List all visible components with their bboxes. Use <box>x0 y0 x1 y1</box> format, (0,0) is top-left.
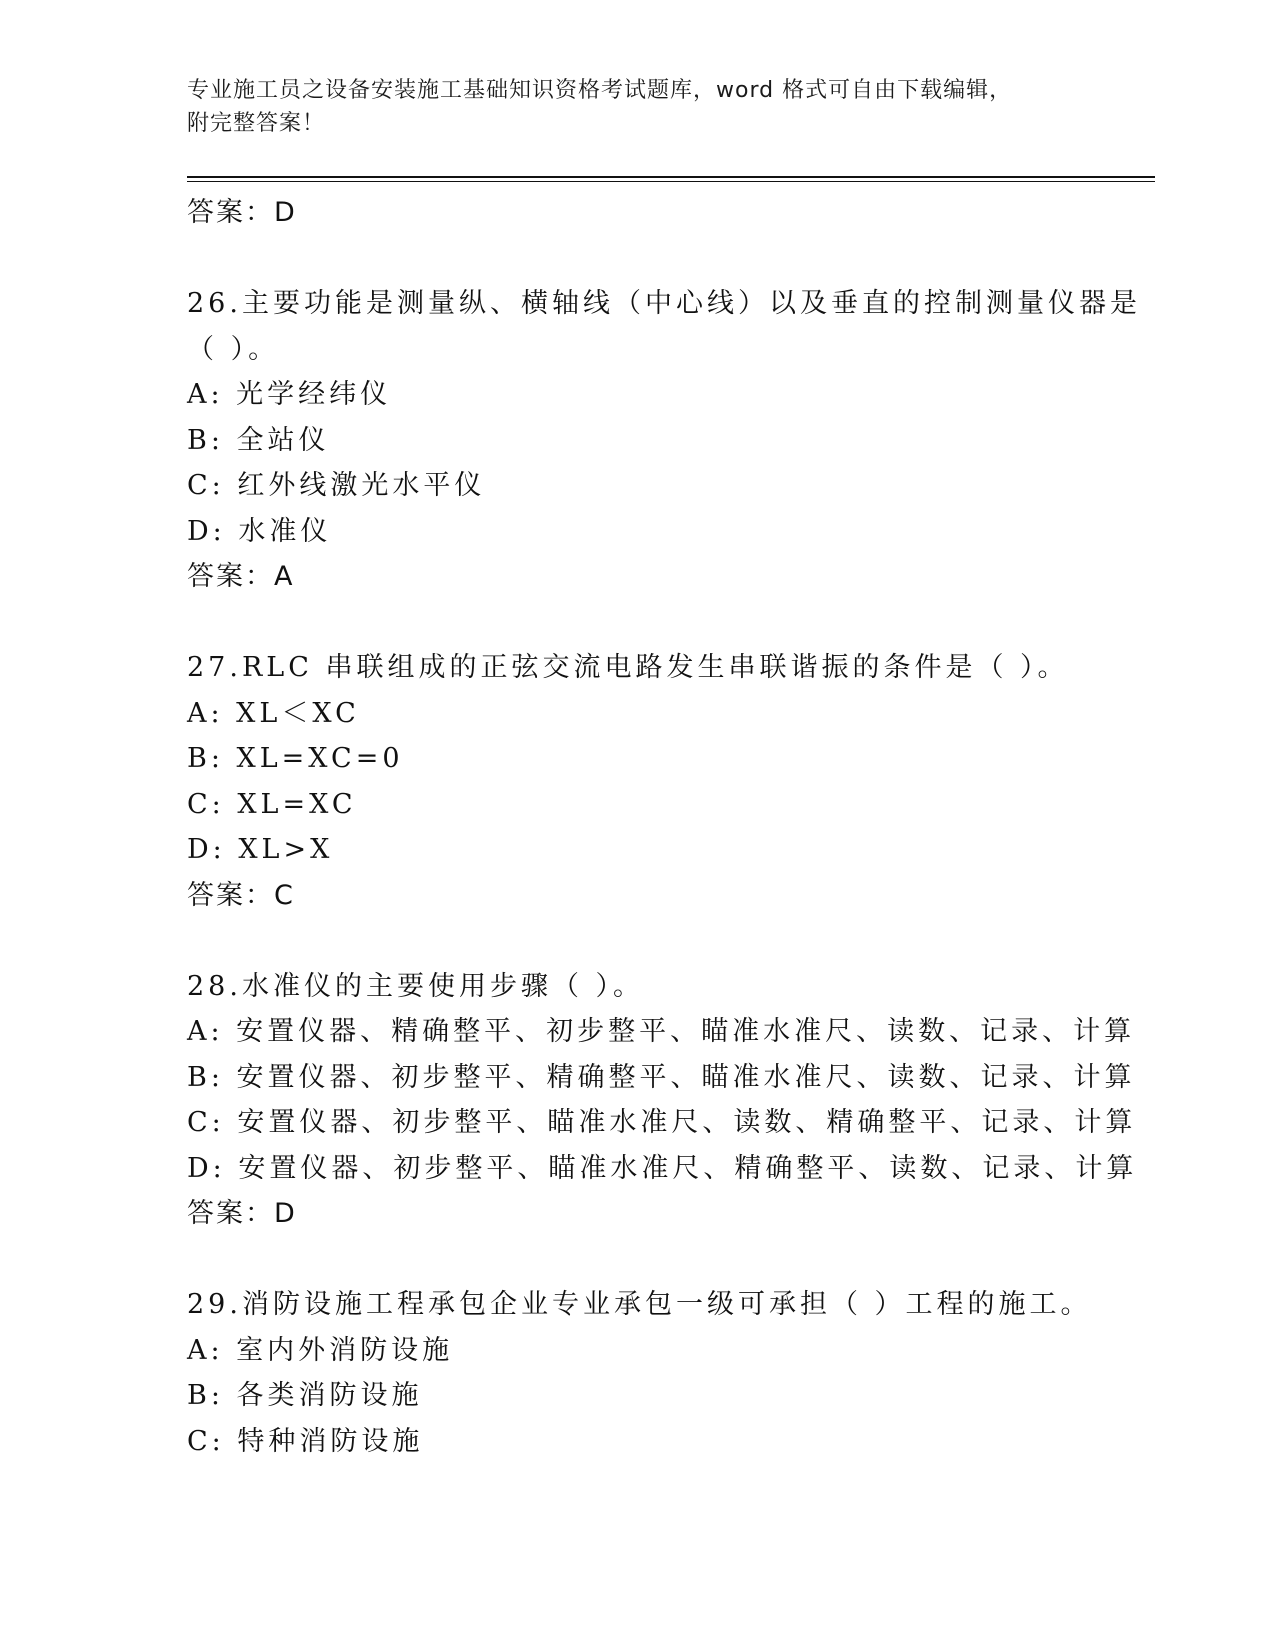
option-d: D: XL>X <box>187 834 334 865</box>
question-list <box>187 190 1155 1464</box>
page-header <box>187 74 1087 140</box>
option-b: B: 安置仪器、初步整平、精确整平、瞄准水准尺、读数、记录、计算 <box>187 1061 1136 1093</box>
question-28 <box>187 964 1155 1237</box>
answer: 答案：C <box>187 879 295 911</box>
question-stem: 27.RLC 串联组成的正弦交流电路发生串联谐振的条件是（ ）。 <box>187 652 1069 683</box>
question-stem: 26.主要功能是测量纵、横轴线（中心线）以及垂直的控制测量仪器是 <box>187 288 1141 319</box>
question-27 <box>187 645 1155 918</box>
option-c: C: 特种消防设施 <box>187 1425 424 1457</box>
question-stem-continued: （ ）。 <box>187 333 280 365</box>
question-29 <box>187 1282 1155 1464</box>
question-stem: 29.消防设施工程承包企业专业承包一级可承担（ ）工程的施工。 <box>187 1289 1092 1320</box>
answer: 答案：A <box>187 561 295 592</box>
option-c: C: 安置仪器、初步整平、瞄准水准尺、读数、精确整平、记录、计算 <box>187 1107 1137 1138</box>
question-26 <box>187 281 1155 600</box>
answer-previous: 答案：D <box>187 197 297 228</box>
option-b: B: 各类消防设施 <box>187 1380 423 1411</box>
header-divider-thin <box>187 181 1155 182</box>
option-a: A: 光学经纬仪 <box>187 379 392 410</box>
option-a: A: XL＜XC <box>187 697 360 729</box>
answer: 答案：D <box>187 1198 297 1229</box>
option-c: C: 红外线激光水平仪 <box>187 470 486 501</box>
option-d: D: 水准仪 <box>187 515 332 547</box>
header-divider-thick <box>187 176 1155 178</box>
option-b: B: XL=XC=0 <box>187 743 404 774</box>
header-line-1: 专业施工员之设备安装施工基础知识资格考试题库，word 格式可自由下载编辑， <box>187 78 1013 103</box>
option-a: A: 安置仪器、精确整平、初步整平、瞄准水准尺、读数、记录、计算 <box>187 1016 1136 1047</box>
option-c: C: XL=XC <box>187 788 357 820</box>
option-d: D: 安置仪器、初步整平、瞄准水准尺、精确整平、读数、记录、计算 <box>187 1152 1138 1184</box>
header-line-2: 附完整答案！ <box>187 111 326 136</box>
question-stem: 28.水准仪的主要使用步骤（ ）。 <box>187 970 645 1002</box>
option-a: A: 室内外消防设施 <box>187 1334 454 1366</box>
option-b: B: 全站仪 <box>187 424 330 456</box>
